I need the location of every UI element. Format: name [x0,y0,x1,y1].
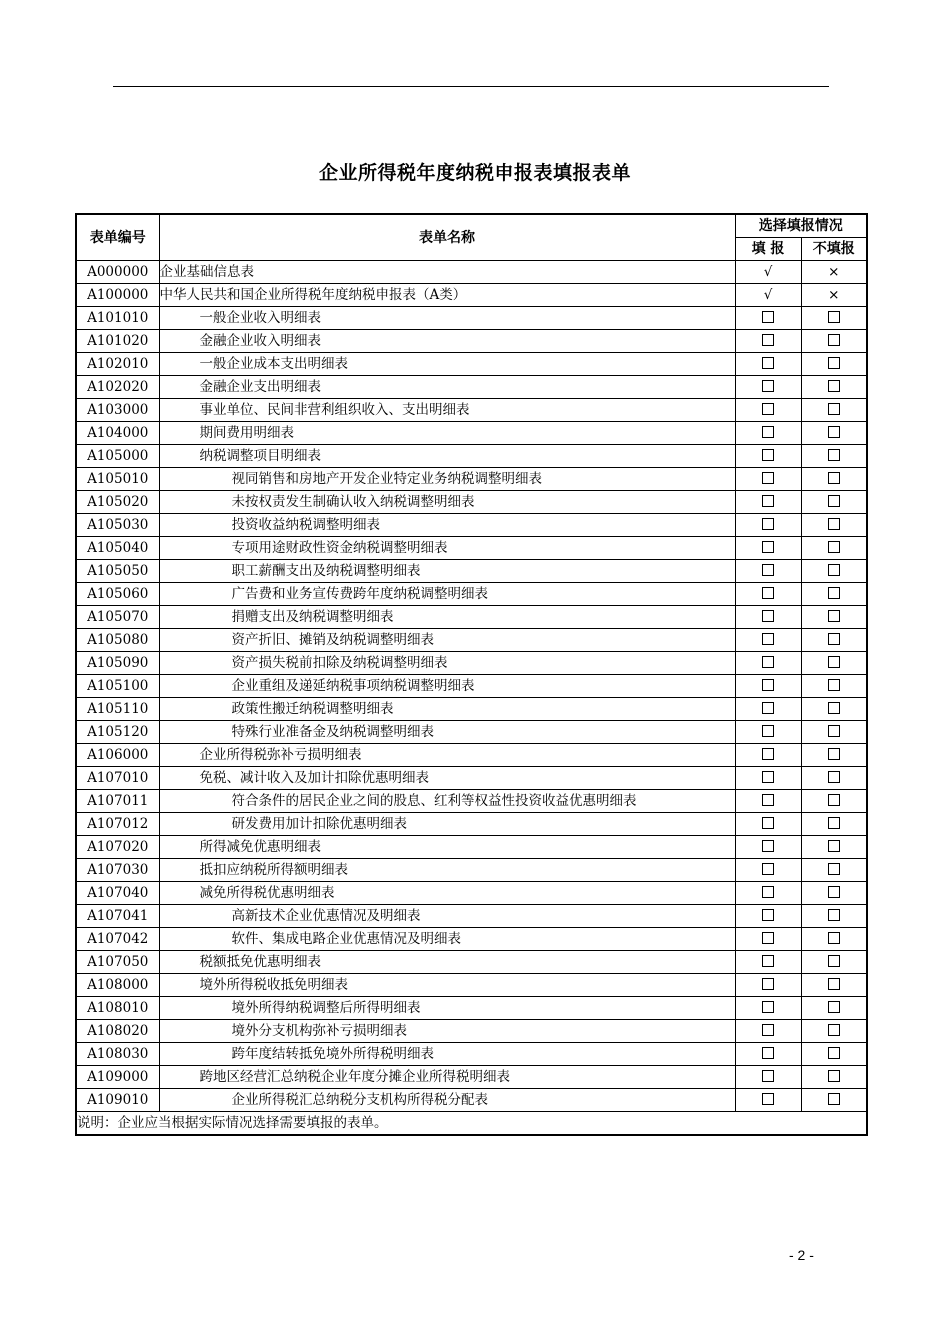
fill-checkbox[interactable] [762,909,774,921]
nofill-checkbox[interactable] [828,472,840,484]
fill-checkbox[interactable] [762,886,774,898]
fill-cell[interactable] [735,859,801,882]
form-code: A107010 [76,767,159,790]
form-name: 投资收益纳税调整明细表 [159,514,735,537]
form-code: A000000 [76,261,159,284]
nofill-checkbox[interactable] [828,679,840,691]
table-row [76,1043,867,1066]
nofill-checkbox[interactable] [828,426,840,438]
nofill-checkbox[interactable] [828,794,840,806]
nofill-checkbox[interactable] [828,955,840,967]
nofill-cell[interactable] [801,1043,867,1066]
fill-checkbox[interactable] [762,679,774,691]
form-code: A109000 [76,1066,159,1089]
form-name: 职工薪酬支出及纳税调整明细表 [159,560,735,583]
table-row [76,583,867,606]
fill-checkbox[interactable] [762,1047,774,1059]
nofill-checkbox[interactable] [828,932,840,944]
table-row [76,905,867,928]
form-list-table [75,213,868,1136]
form-name: 免税、减计收入及加计扣除优惠明细表 [159,767,735,790]
fill-checkbox[interactable] [762,587,774,599]
nofill-cell[interactable] [801,491,867,514]
nofill-checkbox[interactable] [828,518,840,530]
fill-checkbox[interactable] [762,978,774,990]
nofill-checkbox[interactable] [828,840,840,852]
form-code: A105080 [76,629,159,652]
fill-checkbox[interactable] [762,564,774,576]
fill-checkbox[interactable] [762,1024,774,1036]
fill-cell[interactable] [735,1043,801,1066]
fill-cell[interactable] [735,353,801,376]
nofill-cell[interactable] [801,974,867,997]
form-name: 政策性搬迁纳税调整明细表 [159,698,735,721]
form-name: 税额抵免优惠明细表 [159,951,735,974]
page-title: 企业所得税年度纳税申报表填报表单 [318,162,631,184]
form-name: 减免所得税优惠明细表 [159,882,735,905]
fill-cell[interactable] [735,376,801,399]
nofill-checkbox[interactable] [828,771,840,783]
fill-cell[interactable] [735,583,801,606]
fill-checkbox[interactable] [762,863,774,875]
nofill-checkbox[interactable] [828,380,840,392]
table-row [76,721,867,744]
nofill-checkbox[interactable] [828,541,840,553]
form-name: 所得减免优惠明细表 [159,836,735,859]
form-name: 中华人民共和国企业所得税年度纳税申报表（A类） [159,284,735,307]
fill-checkbox[interactable] [762,725,774,737]
nofill-cell[interactable] [801,560,867,583]
fill-cell[interactable] [735,330,801,353]
table-row [76,1089,867,1112]
nofill-checkbox[interactable] [828,817,840,829]
fill-cell[interactable] [735,767,801,790]
nofill-checkbox[interactable] [828,633,840,645]
form-code: A107020 [76,836,159,859]
form-name: 捐赠支出及纳税调整明细表 [159,606,735,629]
header-nofill: 不填报 [801,238,867,261]
nofill-cell[interactable] [801,836,867,859]
table-body [76,261,867,1112]
header-rule [113,86,829,87]
nofill-cell[interactable] [801,468,867,491]
fill-cell[interactable] [735,652,801,675]
fill-checkbox[interactable] [762,357,774,369]
table-row [76,261,867,284]
form-name: 符合条件的居民企业之间的股息、红利等权益性投资收益优惠明细表 [159,790,735,813]
table-row [76,836,867,859]
fill-cell[interactable] [735,905,801,928]
form-code: A108030 [76,1043,159,1066]
form-name: 专项用途财政性资金纳税调整明细表 [159,537,735,560]
fill-checkbox[interactable] [762,541,774,553]
nofill-cell[interactable] [801,767,867,790]
form-code: A107042 [76,928,159,951]
fill-checkbox[interactable] [762,449,774,461]
form-name: 研发费用加计扣除优惠明细表 [159,813,735,836]
form-code: A108020 [76,1020,159,1043]
page-number: - 2 - [789,1247,814,1263]
nofill-checkbox[interactable] [828,725,840,737]
fill-cell[interactable] [735,560,801,583]
fill-cell[interactable] [735,399,801,422]
form-code: A100000 [76,284,159,307]
fill-checkbox[interactable] [762,955,774,967]
fill-checkbox[interactable] [762,748,774,760]
table-row [76,882,867,905]
table-row [76,307,867,330]
nofill-cell[interactable] [801,928,867,951]
fill-cell[interactable] [735,836,801,859]
nofill-cell[interactable] [801,951,867,974]
fill-checkbox[interactable] [762,426,774,438]
nofill-cell[interactable] [801,399,867,422]
fill-checkbox[interactable] [762,518,774,530]
form-code: A103000 [76,399,159,422]
nofill-checkbox[interactable] [828,909,840,921]
form-code: A105120 [76,721,159,744]
table-row [76,790,867,813]
table-row [76,1066,867,1089]
form-code: A105010 [76,468,159,491]
form-name: 未按权责发生制确认收入纳税调整明细表 [159,491,735,514]
fill-checkbox[interactable] [762,702,774,714]
table-row [76,514,867,537]
form-name: 跨年度结转抵免境外所得税明细表 [159,1043,735,1066]
nofill-cell[interactable] [801,307,867,330]
nofill-cell[interactable] [801,537,867,560]
nofill-checkbox[interactable] [828,863,840,875]
form-name: 软件、集成电路企业优惠情况及明细表 [159,928,735,951]
form-code: A108010 [76,997,159,1020]
nofill-checkbox[interactable] [828,1093,840,1105]
form-name: 广告费和业务宣传费跨年度纳税调整明细表 [159,583,735,606]
table-note: 说明：企业应当根据实际情况选择需要填报的表单。 [76,1112,867,1136]
form-name: 境外所得税收抵免明细表 [159,974,735,997]
nofill-checkbox[interactable] [828,357,840,369]
fill-checkbox[interactable] [762,334,774,346]
form-code: A107050 [76,951,159,974]
table-row [76,468,867,491]
fill-cell[interactable] [735,606,801,629]
nofill-checkbox[interactable] [828,311,840,323]
nofill-cell[interactable] [801,330,867,353]
table-row [76,537,867,560]
fill-checkbox[interactable] [762,311,774,323]
nofill-cell[interactable] [801,514,867,537]
fill-cell[interactable] [735,974,801,997]
fill-checkbox[interactable] [762,610,774,622]
table-row [76,675,867,698]
nofill-checkbox[interactable] [828,1024,840,1036]
form-code: A105040 [76,537,159,560]
form-name: 特殊行业准备金及纳税调整明细表 [159,721,735,744]
form-name: 视同销售和房地产开发企业特定业务纳税调整明细表 [159,468,735,491]
form-code: A105000 [76,445,159,468]
fill-cell[interactable] [735,813,801,836]
fill-cell[interactable] [735,307,801,330]
table-row [76,353,867,376]
form-code: A105070 [76,606,159,629]
fill-cell[interactable] [735,698,801,721]
nofill-cell[interactable] [801,652,867,675]
header-name: 表单名称 [159,214,735,261]
form-code: A105090 [76,652,159,675]
table-row [76,376,867,399]
form-name: 境外分支机构弥补亏损明细表 [159,1020,735,1043]
form-code: A107040 [76,882,159,905]
fill-checkbox[interactable] [762,771,774,783]
fill-cell[interactable] [735,997,801,1020]
fill-cell[interactable] [735,721,801,744]
nofill-checkbox[interactable] [828,334,840,346]
nofill-cell[interactable] [801,790,867,813]
nofill-cell[interactable] [801,721,867,744]
nofill-cell[interactable] [801,376,867,399]
form-code: A101010 [76,307,159,330]
fill-cell[interactable] [735,422,801,445]
form-code: A107012 [76,813,159,836]
form-code: A105050 [76,560,159,583]
fill-checkbox[interactable] [762,1001,774,1013]
fill-cell[interactable] [735,514,801,537]
form-name: 资产损失税前扣除及纳税调整明细表 [159,652,735,675]
table-row [76,767,867,790]
nofill-cell[interactable]: × [801,284,867,307]
form-code: A104000 [76,422,159,445]
fill-cell[interactable] [735,790,801,813]
fill-checkbox[interactable] [762,932,774,944]
fill-checkbox[interactable] [762,472,774,484]
table-row [76,744,867,767]
nofill-cell[interactable] [801,1066,867,1089]
fill-checkbox[interactable] [762,656,774,668]
form-code: A105020 [76,491,159,514]
nofill-cell[interactable]: × [801,261,867,284]
form-name: 境外所得纳税调整后所得明细表 [159,997,735,1020]
form-code: A109010 [76,1089,159,1112]
fill-cell[interactable]: √ [735,284,801,307]
form-code: A101020 [76,330,159,353]
table-row [76,422,867,445]
nofill-checkbox[interactable] [828,886,840,898]
form-name: 跨地区经营汇总纳税企业年度分摊企业所得税明细表 [159,1066,735,1089]
nofill-checkbox[interactable] [828,1047,840,1059]
fill-checkbox[interactable] [762,1093,774,1105]
fill-cell[interactable]: √ [735,261,801,284]
fill-cell[interactable] [735,882,801,905]
fill-checkbox[interactable] [762,633,774,645]
nofill-cell[interactable] [801,905,867,928]
fill-cell[interactable] [735,537,801,560]
nofill-checkbox[interactable] [828,403,840,415]
table-row [76,284,867,307]
form-code: A108000 [76,974,159,997]
fill-cell[interactable] [735,744,801,767]
form-name: 抵扣应纳税所得额明细表 [159,859,735,882]
form-name: 企业所得税弥补亏损明细表 [159,744,735,767]
nofill-checkbox[interactable] [828,1070,840,1082]
nofill-cell[interactable] [801,882,867,905]
form-code: A107041 [76,905,159,928]
table-row [76,859,867,882]
nofill-cell[interactable] [801,629,867,652]
nofill-cell[interactable] [801,675,867,698]
fill-cell[interactable] [735,629,801,652]
nofill-cell[interactable] [801,583,867,606]
header-choice: 选择填报情况 [735,214,867,238]
nofill-checkbox[interactable] [828,1001,840,1013]
nofill-cell[interactable] [801,1020,867,1043]
nofill-cell[interactable] [801,606,867,629]
nofill-cell[interactable] [801,353,867,376]
nofill-cell[interactable] [801,744,867,767]
fill-checkbox[interactable] [762,794,774,806]
table-row [76,629,867,652]
nofill-cell[interactable] [801,422,867,445]
fill-checkbox[interactable] [762,840,774,852]
form-name: 期间费用明细表 [159,422,735,445]
form-name: 企业重组及递延纳税事项纳税调整明细表 [159,675,735,698]
fill-checkbox[interactable] [762,495,774,507]
table-row [76,951,867,974]
fill-cell[interactable] [735,951,801,974]
form-code: A107030 [76,859,159,882]
form-name: 一般企业收入明细表 [159,307,735,330]
table-row [76,997,867,1020]
form-code: A105100 [76,675,159,698]
fill-checkbox[interactable] [762,403,774,415]
form-name: 企业基础信息表 [159,261,735,284]
nofill-cell[interactable] [801,859,867,882]
form-name: 高新技术企业优惠情况及明细表 [159,905,735,928]
nofill-cell[interactable] [801,1089,867,1112]
form-name: 金融企业收入明细表 [159,330,735,353]
table-row [76,928,867,951]
fill-cell[interactable] [735,468,801,491]
fill-cell[interactable] [735,928,801,951]
nofill-checkbox[interactable] [828,656,840,668]
nofill-checkbox[interactable] [828,748,840,760]
table-row [76,606,867,629]
nofill-cell[interactable] [801,445,867,468]
fill-cell[interactable] [735,675,801,698]
table-row [76,698,867,721]
table-row [76,399,867,422]
nofill-checkbox[interactable] [828,564,840,576]
fill-checkbox[interactable] [762,817,774,829]
form-code: A105030 [76,514,159,537]
form-name: 金融企业支出明细表 [159,376,735,399]
fill-cell[interactable] [735,1020,801,1043]
table-row [76,1020,867,1043]
form-name: 事业单位、民间非营利组织收入、支出明细表 [159,399,735,422]
nofill-checkbox[interactable] [828,610,840,622]
table-row [76,813,867,836]
form-code: A102020 [76,376,159,399]
nofill-checkbox[interactable] [828,449,840,461]
form-name: 企业所得税汇总纳税分支机构所得税分配表 [159,1089,735,1112]
nofill-cell[interactable] [801,813,867,836]
table-row [76,491,867,514]
fill-checkbox[interactable] [762,380,774,392]
table-row [76,330,867,353]
form-code: A105110 [76,698,159,721]
fill-cell[interactable] [735,1066,801,1089]
table-row [76,560,867,583]
header-code: 表单编号 [76,214,159,261]
nofill-cell[interactable] [801,698,867,721]
fill-cell[interactable] [735,1089,801,1112]
table-row [76,652,867,675]
nofill-cell[interactable] [801,997,867,1020]
form-name: 资产折旧、摊销及纳税调整明细表 [159,629,735,652]
nofill-checkbox[interactable] [828,495,840,507]
nofill-checkbox[interactable] [828,587,840,599]
form-code: A107011 [76,790,159,813]
form-code: A102010 [76,353,159,376]
fill-checkbox[interactable] [762,1070,774,1082]
form-name: 一般企业成本支出明细表 [159,353,735,376]
fill-cell[interactable] [735,491,801,514]
form-code: A106000 [76,744,159,767]
form-code: A105060 [76,583,159,606]
table-row [76,974,867,997]
nofill-checkbox[interactable] [828,978,840,990]
table-row [76,445,867,468]
fill-cell[interactable] [735,445,801,468]
nofill-checkbox[interactable] [828,702,840,714]
header-fill: 填 报 [735,238,801,261]
form-name: 纳税调整项目明细表 [159,445,735,468]
